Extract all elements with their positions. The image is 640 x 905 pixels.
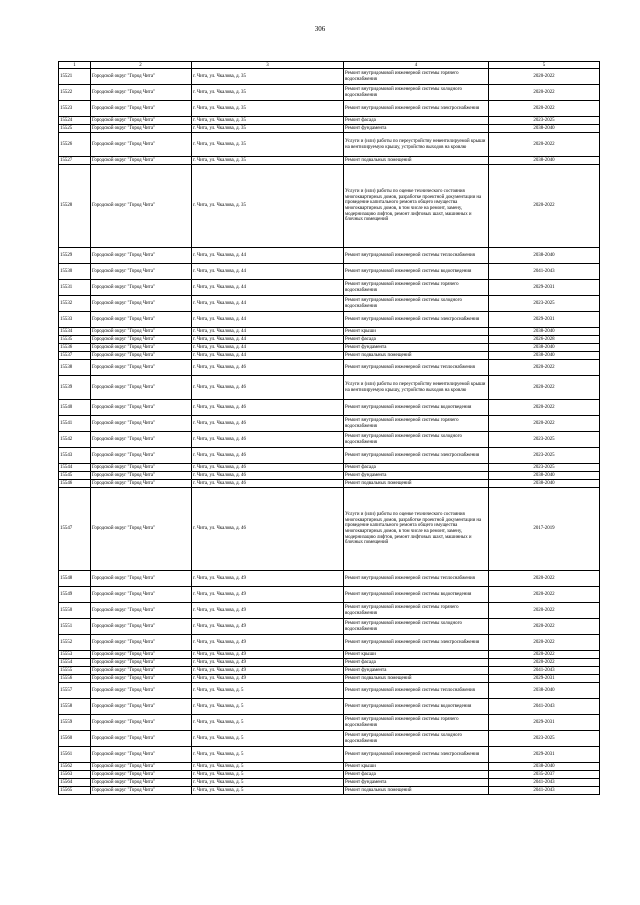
cell-municipality: Городской округ "Город Чита" [91,133,192,157]
cell-address: г. Чита, ул. Чкалова, д. 46 [192,448,344,464]
cell-work-type: Ремонт фасада [344,659,489,667]
cell-municipality: Городской округ "Город Чита" [91,771,192,779]
cell-municipality: Городской округ "Город Чита" [91,69,192,85]
cell-address: г. Чита, ул. Чкалова, д. 5 [192,715,344,731]
cell-municipality: Городской округ "Город Чита" [91,464,192,472]
table-row [59,360,600,376]
cell-municipality: Городской округ "Город Чита" [91,488,192,571]
cell-number: 15532 [59,296,91,312]
cell-number: 15561 [59,747,91,763]
cell-number: 15548 [59,571,91,587]
cell-number: 15560 [59,731,91,747]
page-number: 306 [314,25,326,33]
cell-municipality: Городской округ "Город Чита" [91,432,192,448]
cell-work-type: Ремонт крыши [344,328,489,336]
table-row [59,165,600,248]
cell-number: 15542 [59,432,91,448]
table-row [59,779,600,787]
cell-number: 15564 [59,779,91,787]
cell-municipality: Городской округ "Город Чита" [91,480,192,488]
cell-address: г. Чита, ул. Чкалова, д. 5 [192,747,344,763]
cell-work-type: Ремонт внутридомовой инженерной системы теплоснабжения [344,248,489,264]
table-row [59,787,600,795]
cell-work-type: Ремонт внутридомовой инженерной системы теплоснабжения [344,360,489,376]
cell-period: 2020-2022 [489,360,600,376]
cell-period: 2020-2022 [489,635,600,651]
cell-period: 2020-2022 [489,571,600,587]
cell-municipality: Городской округ "Город Чита" [91,312,192,328]
cell-period: 2038-2040 [489,763,600,771]
cell-work-type: Ремонт внутридомовой инженерной системы водоотведения [344,264,489,280]
cell-period: 2038-2040 [489,480,600,488]
cell-municipality: Городской округ "Город Чита" [91,336,192,344]
cell-address: г. Чита, ул. Чкалова, д. 44 [192,328,344,336]
table-row [59,659,600,667]
cell-municipality: Городской округ "Город Чита" [91,715,192,731]
cell-municipality: Городской округ "Город Чита" [91,101,192,117]
table-row [59,296,600,312]
cell-period: 2020-2022 [489,133,600,157]
cell-work-type: Ремонт фасада [344,464,489,472]
cell-number: 15556 [59,675,91,683]
cell-address: г. Чита, ул. Чкалова, д. 49 [192,667,344,675]
cell-work-type: Ремонт внутридомовой инженерной системы теплоснабжения [344,571,489,587]
table-row [59,699,600,715]
cell-work-type: Ремонт внутридомовой инженерной системы теплоснабжения [344,683,489,699]
cell-period: 2029-2031 [489,280,600,296]
cell-period: 2041-2043 [489,787,600,795]
cell-address: г. Чита, ул. Чкалова, д. 46 [192,400,344,416]
header-col-period: 5 [489,62,600,69]
cell-number: 15537 [59,352,91,360]
cell-work-type: Ремонт фундамента [344,125,489,133]
cell-work-type: Ремонт внутридомовой инженерной системы водоотведения [344,587,489,603]
cell-period: 2038-2040 [489,344,600,352]
cell-period: 2020-2022 [489,69,600,85]
cell-work-type: Ремонт подвальных помещений [344,675,489,683]
cell-number: 15545 [59,472,91,480]
cell-period: 2041-2043 [489,779,600,787]
cell-period: 2020-2022 [489,101,600,117]
cell-address: г. Чита, ул. Чкалова, д. 49 [192,675,344,683]
cell-municipality: Городской округ "Город Чита" [91,248,192,264]
cell-municipality: Городской округ "Город Чита" [91,731,192,747]
cell-work-type: Ремонт внутридомовой инженерной системы электроснабжения [344,448,489,464]
cell-number: 15551 [59,619,91,635]
cell-number: 15563 [59,771,91,779]
cell-number: 15523 [59,101,91,117]
table-row [59,248,600,264]
table-row [59,488,600,571]
cell-address: г. Чита, ул. Чкалова, д. 46 [192,432,344,448]
table-row [59,85,600,101]
cell-municipality: Городской округ "Город Чита" [91,85,192,101]
cell-work-type: Ремонт подвальных помещений [344,787,489,795]
cell-number: 15528 [59,165,91,248]
cell-municipality: Городской округ "Город Чита" [91,651,192,659]
cell-address: г. Чита, ул. Чкалова, д. 46 [192,376,344,400]
table-row [59,603,600,619]
cell-work-type: Ремонт фундамента [344,472,489,480]
cell-period: 2020-2022 [489,651,600,659]
cell-period: 2029-2031 [489,675,600,683]
table-row [59,472,600,480]
cell-municipality: Городской округ "Город Чита" [91,328,192,336]
cell-period: 2038-2040 [489,352,600,360]
table-row [59,264,600,280]
table-row [59,133,600,157]
cell-work-type: Ремонт внутридомовой инженерной системы горячего водоснабжения [344,69,489,85]
cell-period: 2020-2022 [489,416,600,432]
cell-work-type: Услуги и (или) работы по переустройству невентилируемой крыши на вентилируемую крышу, устройство выходов на кровлю [344,376,489,400]
cell-address: г. Чита, ул. Чкалова, д. 44 [192,264,344,280]
cell-period: 2035-2037 [489,771,600,779]
cell-work-type: Ремонт внутридомовой инженерной системы горячего водоснабжения [344,280,489,296]
cell-number: 15526 [59,133,91,157]
cell-work-type: Ремонт фундамента [344,344,489,352]
cell-address: г. Чита, ул. Чкалова, д. 46 [192,360,344,376]
table-row [59,571,600,587]
cell-municipality: Городской округ "Город Чита" [91,165,192,248]
cell-work-type: Ремонт фасада [344,117,489,125]
table-row [59,69,600,85]
cell-number: 15525 [59,125,91,133]
cell-work-type: Ремонт фундамента [344,779,489,787]
cell-number: 15544 [59,464,91,472]
cell-number: 15562 [59,763,91,771]
cell-address: г. Чита, ул. Чкалова, д. 5 [192,779,344,787]
cell-number: 15550 [59,603,91,619]
cell-period: 2020-2022 [489,376,600,400]
cell-address: г. Чита, ул. Чкалова, д. 35 [192,85,344,101]
cell-municipality: Городской округ "Город Чита" [91,763,192,771]
cell-municipality: Городской округ "Город Чита" [91,659,192,667]
cell-work-type: Ремонт внутридомовой инженерной системы холодного водоснабжения [344,432,489,448]
cell-municipality: Городской округ "Город Чита" [91,747,192,763]
cell-municipality: Городской округ "Город Чита" [91,787,192,795]
table-header-row [59,62,600,69]
cell-number: 15539 [59,376,91,400]
cell-address: г. Чита, ул. Чкалова, д. 49 [192,635,344,651]
cell-number: 15557 [59,683,91,699]
cell-address: г. Чита, ул. Чкалова, д. 5 [192,731,344,747]
table-row [59,587,600,603]
cell-number: 15538 [59,360,91,376]
cell-address: г. Чита, ул. Чкалова, д. 35 [192,157,344,165]
cell-period: 2023-2025 [489,432,600,448]
cell-municipality: Городской округ "Город Чита" [91,448,192,464]
cell-municipality: Городской округ "Город Чита" [91,360,192,376]
cell-address: г. Чита, ул. Чкалова, д. 35 [192,69,344,85]
table-row [59,675,600,683]
cell-address: г. Чита, ул. Чкалова, д. 49 [192,659,344,667]
cell-number: 15554 [59,659,91,667]
cell-address: г. Чита, ул. Чкалова, д. 5 [192,683,344,699]
cell-municipality: Городской округ "Город Чита" [91,416,192,432]
cell-number: 15553 [59,651,91,659]
cell-municipality: Городской округ "Город Чита" [91,667,192,675]
cell-work-type: Ремонт внутридомовой инженерной системы холодного водоснабжения [344,619,489,635]
cell-number: 15527 [59,157,91,165]
cell-period: 2038-2040 [489,125,600,133]
cell-work-type: Ремонт внутридомовой инженерной системы горячего водоснабжения [344,603,489,619]
cell-address: г. Чита, ул. Чкалова, д. 49 [192,587,344,603]
cell-number: 15546 [59,480,91,488]
cell-period: 2020-2022 [489,165,600,248]
cell-address: г. Чита, ул. Чкалова, д. 49 [192,571,344,587]
table-row [59,352,600,360]
table-row [59,763,600,771]
cell-period: 2020-2022 [489,400,600,416]
cell-work-type: Ремонт внутридомовой инженерной системы электроснабжения [344,747,489,763]
cell-work-type: Ремонт внутридомовой инженерной системы холодного водоснабжения [344,296,489,312]
cell-address: г. Чита, ул. Чкалова, д. 35 [192,101,344,117]
table-row [59,157,600,165]
cell-period: 2017-2019 [489,488,600,571]
cell-period: 2020-2022 [489,619,600,635]
cell-period: 2029-2031 [489,312,600,328]
cell-work-type: Ремонт внутридомовой инженерной системы горячего водоснабжения [344,715,489,731]
header-col-work-type: 4 [344,62,489,69]
cell-address: г. Чита, ул. Чкалова, д. 46 [192,464,344,472]
cell-number: 15534 [59,328,91,336]
cell-number: 15555 [59,667,91,675]
cell-address: г. Чита, ул. Чкалова, д. 46 [192,480,344,488]
cell-municipality: Городской округ "Город Чита" [91,376,192,400]
cell-address: г. Чита, ул. Чкалова, д. 49 [192,651,344,659]
cell-period: 2023-2025 [489,448,600,464]
table-row [59,328,600,336]
cell-work-type: Ремонт внутридомовой инженерной системы холодного водоснабжения [344,731,489,747]
cell-work-type: Ремонт крыши [344,651,489,659]
cell-work-type: Ремонт подвальных помещений [344,352,489,360]
cell-period: 2026-2028 [489,336,600,344]
table-row [59,747,600,763]
cell-municipality: Городской округ "Город Чита" [91,675,192,683]
cell-number: 15533 [59,312,91,328]
table-row [59,771,600,779]
cell-work-type: Ремонт фасада [344,336,489,344]
cell-address: г. Чита, ул. Чкалова, д. 44 [192,280,344,296]
cell-address: г. Чита, ул. Чкалова, д. 46 [192,472,344,480]
cell-address: г. Чита, ул. Чкалова, д. 5 [192,771,344,779]
cell-address: г. Чита, ул. Чкалова, д. 5 [192,787,344,795]
cell-period: 2020-2022 [489,587,600,603]
cell-municipality: Городской округ "Город Чита" [91,344,192,352]
cell-work-type: Ремонт фундамента [344,667,489,675]
cell-address: г. Чита, ул. Чкалова, д. 5 [192,763,344,771]
cell-number: 15536 [59,344,91,352]
cell-period: 2020-2022 [489,603,600,619]
cell-work-type: Ремонт подвальных помещений [344,480,489,488]
cell-number: 15559 [59,715,91,731]
cell-number: 15552 [59,635,91,651]
cell-number: 15558 [59,699,91,715]
table-row [59,117,600,125]
cell-address: г. Чита, ул. Чкалова, д. 44 [192,344,344,352]
cell-period: 2023-2025 [489,464,600,472]
cell-work-type: Ремонт внутридомовой инженерной системы водоотведения [344,400,489,416]
cell-municipality: Городской округ "Город Чита" [91,635,192,651]
table-row [59,619,600,635]
cell-municipality: Городской округ "Город Чита" [91,571,192,587]
cell-work-type: Ремонт внутридомовой инженерной системы холодного водоснабжения [344,85,489,101]
cell-number: 15531 [59,280,91,296]
table-row [59,432,600,448]
cell-address: г. Чита, ул. Чкалова, д. 5 [192,699,344,715]
cell-number: 15521 [59,69,91,85]
cell-period: 2041-2043 [489,699,600,715]
table-row [59,280,600,296]
table-row [59,731,600,747]
cell-period: 2029-2031 [489,715,600,731]
cell-number: 15529 [59,248,91,264]
table-row [59,416,600,432]
table-row [59,448,600,464]
cell-municipality: Городской округ "Город Чита" [91,264,192,280]
cell-municipality: Городской округ "Город Чита" [91,280,192,296]
cell-work-type: Ремонт внутридомовой инженерной системы электроснабжения [344,101,489,117]
cell-period: 2029-2031 [489,747,600,763]
cell-work-type: Ремонт подвальных помещений [344,157,489,165]
table-row [59,312,600,328]
cell-municipality: Городской округ "Город Чита" [91,296,192,312]
cell-address: г. Чита, ул. Чкалова, д. 35 [192,125,344,133]
table-row [59,651,600,659]
cell-number: 15565 [59,787,91,795]
cell-work-type: Ремонт внутридомовой инженерной системы водоотведения [344,699,489,715]
cell-address: г. Чита, ул. Чкалова, д. 49 [192,603,344,619]
cell-address: г. Чита, ул. Чкалова, д. 44 [192,352,344,360]
cell-number: 15522 [59,85,91,101]
cell-address: г. Чита, ул. Чкалова, д. 46 [192,488,344,571]
table-row [59,480,600,488]
cell-work-type: Ремонт крыши [344,763,489,771]
cell-number: 15530 [59,264,91,280]
cell-period: 2023-2025 [489,117,600,125]
cell-period: 2038-2040 [489,683,600,699]
cell-municipality: Городской округ "Город Чита" [91,117,192,125]
cell-work-type: Ремонт фасада [344,771,489,779]
cell-address: г. Чита, ул. Чкалова, д. 44 [192,336,344,344]
table-row [59,101,600,117]
table-row [59,464,600,472]
cell-number: 15524 [59,117,91,125]
cell-address: г. Чита, ул. Чкалова, д. 35 [192,165,344,248]
table-row [59,715,600,731]
cell-municipality: Городской округ "Город Чита" [91,157,192,165]
cell-number: 15549 [59,587,91,603]
cell-number: 15543 [59,448,91,464]
cell-municipality: Городской округ "Город Чита" [91,603,192,619]
cell-work-type: Ремонт внутридомовой инженерной системы электроснабжения [344,312,489,328]
cell-period: 2023-2025 [489,296,600,312]
table-row [59,667,600,675]
cell-address: г. Чита, ул. Чкалова, д. 44 [192,248,344,264]
cell-municipality: Городской округ "Город Чита" [91,125,192,133]
header-col-address: 3 [192,62,344,69]
cell-work-type: Ремонт внутридомовой инженерной системы горячего водоснабжения [344,416,489,432]
table-row [59,336,600,344]
cell-number: 15547 [59,488,91,571]
cell-municipality: Городской округ "Город Чита" [91,472,192,480]
cell-number: 15540 [59,400,91,416]
table-row [59,400,600,416]
cell-period: 2038-2040 [489,248,600,264]
table-row [59,376,600,400]
table-row [59,344,600,352]
table-row [59,683,600,699]
cell-work-type: Услуги и (или) работы по оценке технического состояния многоквартирных домов, разработке проектной документации на проведение капитального ремонта общего имущества многоквартирных домов, в том числе на ремонт, замену, модернизацию лифтов, ремонт лифтовых шахт, машинных и блочных помещений [344,165,489,248]
cell-period: 2038-2040 [489,157,600,165]
table-row [59,125,600,133]
cell-number: 15541 [59,416,91,432]
cell-address: г. Чита, ул. Чкалова, д. 46 [192,416,344,432]
cell-municipality: Городской округ "Город Чита" [91,619,192,635]
cell-municipality: Городской округ "Город Чита" [91,400,192,416]
cell-municipality: Городской округ "Город Чита" [91,779,192,787]
cell-work-type: Услуги и (или) работы по оценке технического состояния многоквартирных домов, разработке проектной документации на проведение капитального ремонта общего имущества многоквартирных домов, в том числе на ремонт, замену, модернизацию лифтов, ремонт лифтовых шахт, машинных и блочных помещений [344,488,489,571]
cell-period: 2038-2040 [489,328,600,336]
cell-period: 2020-2022 [489,85,600,101]
cell-municipality: Городской округ "Город Чита" [91,699,192,715]
cell-municipality: Городской округ "Город Чита" [91,587,192,603]
cell-address: г. Чита, ул. Чкалова, д. 49 [192,619,344,635]
capital-repair-table [58,61,600,795]
cell-period: 2041-2043 [489,264,600,280]
cell-municipality: Городской округ "Город Чита" [91,683,192,699]
cell-address: г. Чита, ул. Чкалова, д. 35 [192,133,344,157]
header-col-number: 1 [59,62,91,69]
header-col-municipality: 2 [91,62,192,69]
cell-period: 2038-2040 [489,472,600,480]
cell-work-type: Ремонт внутридомовой инженерной системы электроснабжения [344,635,489,651]
cell-number: 15535 [59,336,91,344]
cell-period: 2023-2025 [489,731,600,747]
cell-period: 2041-2043 [489,667,600,675]
cell-address: г. Чита, ул. Чкалова, д. 44 [192,296,344,312]
cell-address: г. Чита, ул. Чкалова, д. 35 [192,117,344,125]
table-row [59,635,600,651]
cell-work-type: Услуги и (или) работы по переустройству невентилируемой крыши на вентилируемую крышу, устройство выходов на кровлю [344,133,489,157]
cell-period: 2020-2022 [489,659,600,667]
cell-address: г. Чита, ул. Чкалова, д. 44 [192,312,344,328]
cell-municipality: Городской округ "Город Чита" [91,352,192,360]
